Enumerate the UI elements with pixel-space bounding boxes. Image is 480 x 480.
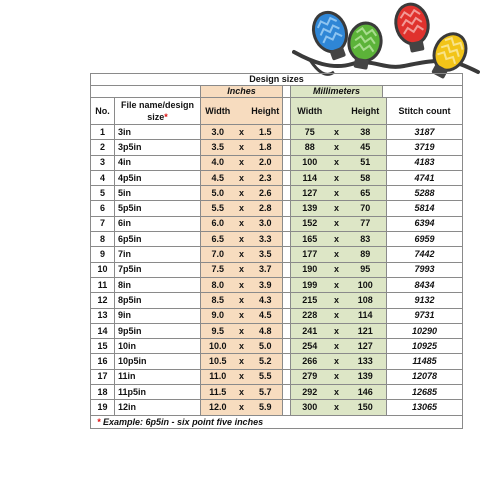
spacer-cell (283, 125, 291, 140)
height-mm: 51 (345, 155, 387, 170)
row-number: 4 (91, 170, 115, 185)
height-mm: 83 (345, 232, 387, 247)
times-sign: x (329, 277, 345, 292)
mm-group-header: Millimeters (291, 86, 383, 98)
spacer-cell (283, 186, 291, 201)
height-mm: 150 (345, 400, 387, 415)
stitch-count: 4183 (387, 155, 463, 170)
times-sign: x (235, 170, 249, 185)
row-number: 9 (91, 247, 115, 262)
file-name: 3in (115, 125, 201, 140)
width-inches: 3.5 (201, 140, 235, 155)
height-mm: 146 (345, 385, 387, 400)
width-inches: 5.5 (201, 201, 235, 216)
file-name: 9in (115, 308, 201, 323)
width-mm: 241 (291, 323, 329, 338)
times-sign: x (329, 385, 345, 400)
width-mm: 165 (291, 232, 329, 247)
times-sign: x (235, 354, 249, 369)
file-name: 5in (115, 186, 201, 201)
width-inches: 11.0 (201, 369, 235, 384)
height-inches: 5.9 (249, 400, 283, 415)
asterisk-mark: * (97, 416, 101, 427)
table-row (91, 400, 463, 415)
stitch-count: 8434 (387, 277, 463, 292)
width-inches: 7.5 (201, 262, 235, 277)
col-header-stitch: Stitch count (387, 98, 463, 125)
table-row (91, 369, 463, 384)
height-mm: 133 (345, 354, 387, 369)
blank-header (383, 86, 463, 98)
table-row (91, 232, 463, 247)
height-mm: 89 (345, 247, 387, 262)
blank-header (91, 86, 201, 98)
height-mm: 139 (345, 369, 387, 384)
stitch-count: 10925 (387, 339, 463, 354)
width-inches: 9.5 (201, 323, 235, 338)
width-mm: 88 (291, 140, 329, 155)
table-row (91, 247, 463, 262)
height-inches: 5.0 (249, 339, 283, 354)
col-header-width-mm: Width (291, 98, 329, 125)
file-name: 8in (115, 277, 201, 292)
times-sign: x (235, 323, 249, 338)
width-mm: 215 (291, 293, 329, 308)
height-mm: 100 (345, 277, 387, 292)
width-inches: 8.0 (201, 277, 235, 292)
width-mm: 254 (291, 339, 329, 354)
height-inches: 5.5 (249, 369, 283, 384)
width-mm: 100 (291, 155, 329, 170)
row-number: 18 (91, 385, 115, 400)
height-inches: 3.0 (249, 216, 283, 231)
file-name: 7in (115, 247, 201, 262)
times-sign: x (329, 155, 345, 170)
times-sign: x (235, 400, 249, 415)
times-sign: x (235, 186, 249, 201)
times-sign: x (235, 247, 249, 262)
height-mm: 108 (345, 293, 387, 308)
width-mm: 300 (291, 400, 329, 415)
row-number: 10 (91, 262, 115, 277)
col-header-x-mm (329, 98, 345, 125)
file-name: 12in (115, 400, 201, 415)
height-inches: 4.8 (249, 323, 283, 338)
spacer-cell (283, 354, 291, 369)
width-mm: 139 (291, 201, 329, 216)
file-name: 9p5in (115, 323, 201, 338)
file-name: 6in (115, 216, 201, 231)
file-name: 6p5in (115, 232, 201, 247)
table-title: Design sizes (91, 74, 463, 86)
height-inches: 2.8 (249, 201, 283, 216)
height-inches: 5.2 (249, 354, 283, 369)
height-mm: 127 (345, 339, 387, 354)
col-header-height-mm: Height (345, 98, 387, 125)
width-mm: 75 (291, 125, 329, 140)
table-row (91, 385, 463, 400)
stitch-count: 7993 (387, 262, 463, 277)
height-inches: 2.3 (249, 170, 283, 185)
table-row (91, 293, 463, 308)
times-sign: x (329, 369, 345, 384)
width-mm: 114 (291, 170, 329, 185)
height-inches: 1.8 (249, 140, 283, 155)
stitch-count: 13065 (387, 400, 463, 415)
col-header-file-label: File name/design size (120, 100, 195, 122)
row-number: 19 (91, 400, 115, 415)
stitch-count: 9731 (387, 308, 463, 323)
spacer-cell (283, 140, 291, 155)
times-sign: x (329, 293, 345, 308)
width-mm: 266 (291, 354, 329, 369)
file-name: 3p5in (115, 140, 201, 155)
width-inches: 6.0 (201, 216, 235, 231)
spacer-cell (283, 155, 291, 170)
spacer-cell (283, 86, 291, 98)
spacer-cell (283, 201, 291, 216)
table-row (91, 186, 463, 201)
height-inches: 3.9 (249, 277, 283, 292)
height-mm: 114 (345, 308, 387, 323)
row-number: 12 (91, 293, 115, 308)
times-sign: x (329, 323, 345, 338)
times-sign: x (235, 308, 249, 323)
height-inches: 2.0 (249, 155, 283, 170)
file-name: 10in (115, 339, 201, 354)
width-mm: 152 (291, 216, 329, 231)
row-number: 6 (91, 201, 115, 216)
spacer-cell (283, 293, 291, 308)
table-row (91, 170, 463, 185)
width-mm: 279 (291, 369, 329, 384)
width-inches: 4.5 (201, 170, 235, 185)
height-mm: 121 (345, 323, 387, 338)
row-number: 13 (91, 308, 115, 323)
times-sign: x (329, 308, 345, 323)
width-inches: 10.0 (201, 339, 235, 354)
width-mm: 292 (291, 385, 329, 400)
times-sign: x (329, 170, 345, 185)
file-name: 8p5in (115, 293, 201, 308)
height-mm: 58 (345, 170, 387, 185)
height-mm: 38 (345, 125, 387, 140)
row-number: 1 (91, 125, 115, 140)
table-row (91, 125, 463, 140)
height-inches: 4.5 (249, 308, 283, 323)
width-inches: 5.0 (201, 186, 235, 201)
row-number: 14 (91, 323, 115, 338)
times-sign: x (329, 216, 345, 231)
stitch-count: 4741 (387, 170, 463, 185)
stitch-count: 12685 (387, 385, 463, 400)
width-mm: 127 (291, 186, 329, 201)
file-name: 7p5in (115, 262, 201, 277)
height-inches: 3.3 (249, 232, 283, 247)
col-header-file (115, 98, 201, 125)
width-inches: 4.0 (201, 155, 235, 170)
file-name: 11p5in (115, 385, 201, 400)
stitch-count: 7442 (387, 247, 463, 262)
asterisk-mark: * (164, 112, 168, 122)
row-number: 2 (91, 140, 115, 155)
spacer-cell (283, 232, 291, 247)
col-header-height-in: Height (249, 98, 283, 125)
file-name: 11in (115, 369, 201, 384)
spacer-cell (283, 262, 291, 277)
design-sizes-table (90, 73, 463, 429)
stitch-count: 5814 (387, 201, 463, 216)
times-sign: x (329, 354, 345, 369)
times-sign: x (235, 125, 249, 140)
stitch-count: 11485 (387, 354, 463, 369)
table-row (91, 339, 463, 354)
height-inches: 3.7 (249, 262, 283, 277)
spacer-cell (283, 385, 291, 400)
spacer-cell (283, 170, 291, 185)
col-header-width-in: Width (201, 98, 235, 125)
times-sign: x (235, 140, 249, 155)
row-number: 8 (91, 232, 115, 247)
times-sign: x (235, 339, 249, 354)
times-sign: x (235, 369, 249, 384)
width-mm: 177 (291, 247, 329, 262)
row-number: 7 (91, 216, 115, 231)
spacer-cell (283, 369, 291, 384)
table-row (91, 262, 463, 277)
times-sign: x (329, 247, 345, 262)
footnote (91, 415, 463, 428)
stitch-count: 12078 (387, 369, 463, 384)
stitch-count: 5288 (387, 186, 463, 201)
width-inches: 3.0 (201, 125, 235, 140)
times-sign: x (329, 400, 345, 415)
row-number: 3 (91, 155, 115, 170)
table-row (91, 354, 463, 369)
times-sign: x (235, 155, 249, 170)
spacer-cell (283, 247, 291, 262)
width-inches: 10.5 (201, 354, 235, 369)
spacer-cell (283, 308, 291, 323)
stitch-count: 9132 (387, 293, 463, 308)
width-inches: 12.0 (201, 400, 235, 415)
stitch-count: 3187 (387, 125, 463, 140)
stitch-count: 3719 (387, 140, 463, 155)
spacer-cell (283, 323, 291, 338)
footnote-text: Example: 6p5in - six point five inches (103, 416, 264, 427)
width-inches: 9.0 (201, 308, 235, 323)
stitch-count: 10290 (387, 323, 463, 338)
file-name: 10p5in (115, 354, 201, 369)
table-body (91, 125, 463, 416)
stitch-count: 6959 (387, 232, 463, 247)
times-sign: x (235, 216, 249, 231)
width-inches: 6.5 (201, 232, 235, 247)
width-inches: 11.5 (201, 385, 235, 400)
inches-group-header: Inches (201, 86, 283, 98)
row-number: 11 (91, 277, 115, 292)
spacer-cell (283, 216, 291, 231)
height-inches: 3.5 (249, 247, 283, 262)
row-number: 17 (91, 369, 115, 384)
times-sign: x (235, 277, 249, 292)
spacer-cell (283, 98, 291, 125)
times-sign: x (235, 201, 249, 216)
table-row (91, 201, 463, 216)
height-mm: 70 (345, 201, 387, 216)
times-sign: x (235, 293, 249, 308)
row-number: 5 (91, 186, 115, 201)
file-name: 4p5in (115, 170, 201, 185)
width-mm: 228 (291, 308, 329, 323)
times-sign: x (329, 201, 345, 216)
height-mm: 45 (345, 140, 387, 155)
height-inches: 2.6 (249, 186, 283, 201)
height-mm: 95 (345, 262, 387, 277)
table-row (91, 155, 463, 170)
times-sign: x (235, 232, 249, 247)
table-row (91, 308, 463, 323)
height-inches: 5.7 (249, 385, 283, 400)
times-sign: x (329, 140, 345, 155)
times-sign: x (235, 262, 249, 277)
width-mm: 190 (291, 262, 329, 277)
height-inches: 4.3 (249, 293, 283, 308)
col-header-no: No. (91, 98, 115, 125)
file-name: 4in (115, 155, 201, 170)
height-mm: 77 (345, 216, 387, 231)
height-mm: 65 (345, 186, 387, 201)
times-sign: x (329, 186, 345, 201)
table-row (91, 323, 463, 338)
row-number: 15 (91, 339, 115, 354)
table-row (91, 140, 463, 155)
width-inches: 8.5 (201, 293, 235, 308)
times-sign: x (329, 125, 345, 140)
times-sign: x (329, 232, 345, 247)
table-row (91, 277, 463, 292)
spacer-cell (283, 277, 291, 292)
times-sign: x (329, 339, 345, 354)
spacer-cell (283, 400, 291, 415)
stitch-count: 6394 (387, 216, 463, 231)
height-inches: 1.5 (249, 125, 283, 140)
width-mm: 199 (291, 277, 329, 292)
col-header-x-in (235, 98, 249, 125)
width-inches: 7.0 (201, 247, 235, 262)
table-row (91, 216, 463, 231)
row-number: 16 (91, 354, 115, 369)
file-name: 5p5in (115, 201, 201, 216)
times-sign: x (235, 385, 249, 400)
times-sign: x (329, 262, 345, 277)
spacer-cell (283, 339, 291, 354)
